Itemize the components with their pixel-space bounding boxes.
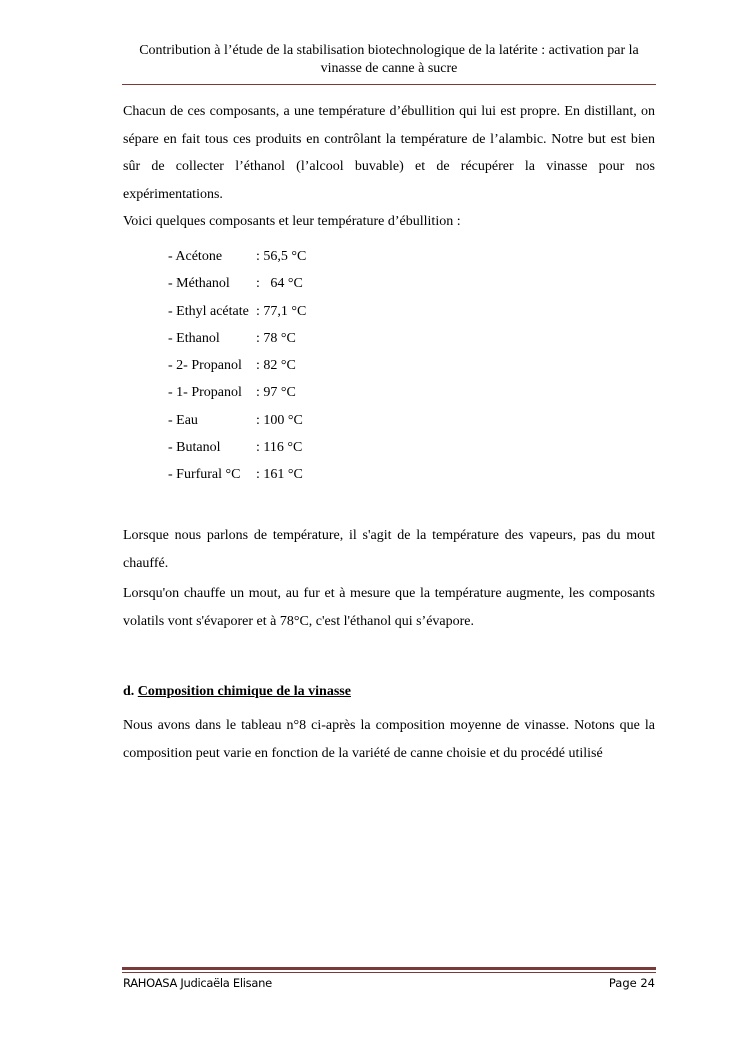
component-name: - Butanol [168, 440, 221, 456]
footer-author: RAHOASA Judicaëla Elisane [123, 976, 272, 990]
component-name: - 1- Propanol [168, 385, 242, 401]
header-rule [122, 84, 656, 85]
component-name: - Méthanol [168, 276, 230, 292]
component-temperature: : 82 °C [256, 358, 296, 374]
component-temperature: : 97 °C [256, 385, 296, 401]
component-temperature: : 100 °C [256, 412, 303, 428]
footer-rule-thick [122, 967, 656, 970]
component-name: - Ethyl acétate [168, 303, 249, 319]
component-name: - Eau [168, 412, 198, 428]
component-temperature: : 161 °C [256, 467, 303, 483]
paragraph-evaporation: Lorsqu'on chauffe un mout, au fur et à mesure que la température augmente, les composants volatils vont s'évaporer et à 78°C, c'est l'éthanol qui s’évapore. [123, 586, 655, 629]
section-prefix: d. [123, 684, 138, 699]
page-number: Page 24 [608, 976, 655, 990]
component-name: - Furfural °C [168, 467, 241, 483]
component-name: - Acétone [168, 249, 223, 264]
header-title: Contribution à l’étude de la stabilisation biotechnologique de la latérite : activation par la vinasse de canne à sucre [139, 43, 639, 76]
component-temperature: : 77,1 °C [256, 303, 307, 319]
component-temperature: : 64 °C [256, 276, 303, 292]
paragraph-vinasse-composition: Nous avons dans le tableau n°8 ci-après la composition moyenne de vinasse. Notons que la composition peut varie en fonction de la variété de canne choisie et du procédé utilisé [123, 718, 655, 761]
footer-rule-thin [122, 972, 656, 973]
component-name: - Ethanol [168, 330, 220, 346]
component-temperature: : 56,5 °C [256, 249, 307, 264]
section-title: Composition chimique de la vinasse [137, 684, 351, 699]
section-heading [123, 680, 351, 704]
component-temperature: : 116 °C [256, 440, 303, 456]
paragraph-boiling-intro: Chacun de ces composants, a une température d’ébullition qui lui est propre. En distillant, on sépare en fait tous ces produits en contrôlant la température de l’alambic. Notre but est bien sûr de collecter l’éthanol (l’alcool buvable) et de récupérer la vinasse pour nos expérimentations. [123, 104, 655, 202]
component-temperature: : 78 °C [256, 330, 296, 346]
paragraph-list-intro: Voici quelques composants et leur température d’ébullition : [123, 214, 461, 229]
component-name: - 2- Propanol [168, 358, 242, 374]
paragraph-vapor-temperature: Lorsque nous parlons de température, il s'agit de la température des vapeurs, pas du mout chauffé. [123, 528, 655, 571]
